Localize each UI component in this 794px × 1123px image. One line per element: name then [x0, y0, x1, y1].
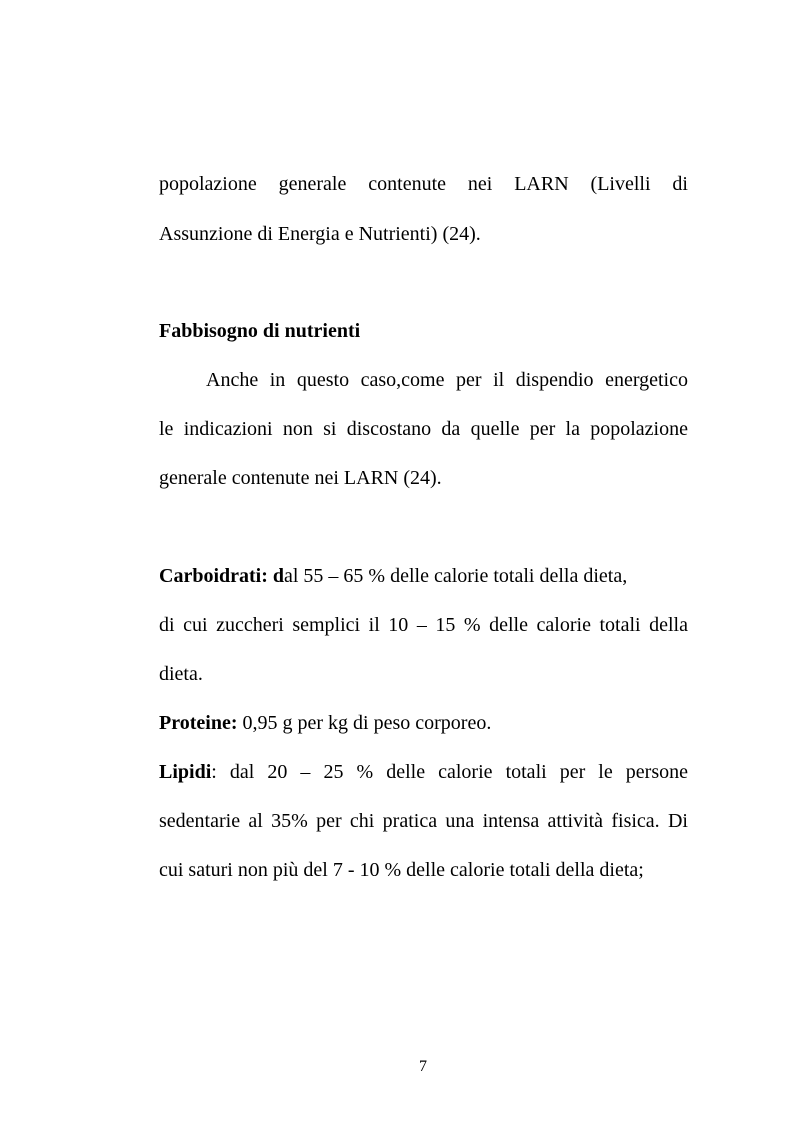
- lipidi-line-1: [159, 762, 688, 782]
- carboidrati-label: Carboidrati: d: [159, 565, 284, 587]
- lipidi-text: : dal 20 – 25 % delle calorie totali per le persone: [211, 761, 688, 783]
- page-number: 7: [419, 1058, 427, 1075]
- proteine-line: [159, 713, 688, 733]
- carboidrati-line-3: dieta.: [159, 663, 203, 685]
- paragraph-2-line-2: le indicazioni non si discostano da quelle per la popolazione: [159, 418, 688, 440]
- lipidi-line-2: sedentarie al 35% per chi pratica una intensa attività fisica. Di: [159, 810, 688, 832]
- proteine-text: 0,95 g per kg di peso corporeo.: [237, 712, 492, 734]
- paragraph-2-line-3: generale contenute nei LARN (24).: [159, 467, 442, 489]
- carboidrati-line-1: [159, 566, 688, 586]
- section-heading: Fabbisogno di nutrienti: [159, 320, 361, 342]
- paragraph-1-line-2: Assunzione di Energia e Nutrienti) (24).: [159, 223, 481, 245]
- lipidi-line-3: cui saturi non più del 7 - 10 % delle calorie totali della dieta;: [159, 859, 644, 881]
- lipidi-label: Lipidi: [159, 761, 212, 783]
- carboidrati-line-2: di cui zuccheri semplici il 10 – 15 % delle calorie totali della: [159, 614, 688, 636]
- proteine-label: Proteine:: [159, 712, 238, 734]
- paragraph-2-line-1: Anche in questo caso,come per il dispendio energetico: [206, 369, 688, 391]
- carboidrati-text: al 55 – 65 % delle calorie totali della dieta,: [284, 565, 628, 587]
- paragraph-1-line-1: popolazione generale contenute nei LARN (Livelli di: [159, 173, 688, 195]
